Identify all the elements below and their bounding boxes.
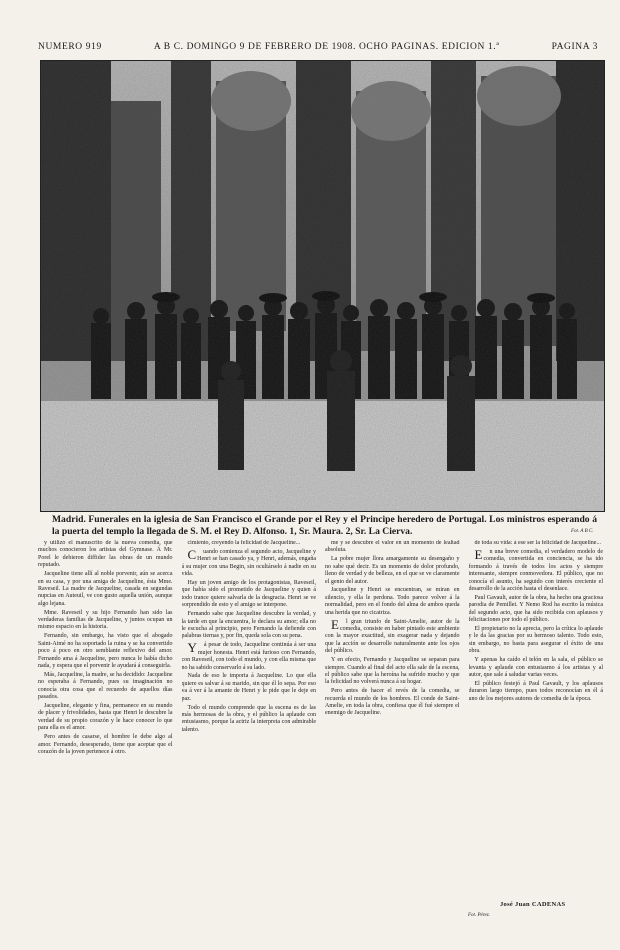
article-column-4: [469, 540, 604, 912]
paragraph: El público festejó á Paul Gavault, y los aplausos duraron largo tiempo, pues todos reconocían en él á uno de los mejores autores de comedia de la época.: [468, 680, 603, 702]
bottom-photo-credit: Fot. Pérez.: [468, 913, 490, 918]
photo-credit: Fot. A B C.: [571, 529, 594, 534]
paragraph: El gran triunfo de Saint-Amelie, autor de la comedia, consiste en haber pintado este ambiente con la mayor exactitud, sin exagerar nada y dejando que la acción se desarrolle naturalmente ante los ojos del público.: [325, 616, 460, 655]
paragraph: Pero antes de hacer el revés de la comedia, se recuerda el mundo de los hombres. El conde de Saint-Amelie, en toda la obra, confiesa que él fué siempre el enemigo de Jacqueline.: [325, 688, 460, 717]
paragraph: Mme. Raveseil y su hijo Fernando han sido las verdaderas familias de Jacqueline, y juntos ocupan un mismo espacio en la historia.: [38, 609, 173, 631]
news-photograph: [40, 60, 605, 512]
article-body: [38, 540, 603, 912]
paragraph: Cuando comienza el segundo acto, Jacqueline y Henri se han casado ya, y Henri, además, engaña á su mujer con una Begin, sin ocultárselo á nadie en su vida.: [181, 546, 316, 578]
page-number: PAGINA 3: [551, 42, 598, 52]
paragraph: El propietario no la aprecia, pero la crítica lo aplaude y le da las gracias por su hermoso talento. Todo esto, sin embargo, no basta para asegurar el éxito de una obra.: [468, 625, 603, 655]
paragraph: Paul Gavault, autor de la obra, ha hecho una graciosa parodia de Pemillet. Y Nemo Rod ha escrito la música del segundo acto, que ha sido recibida con aplausos y felicitaciones por todo el público.: [468, 594, 603, 624]
paragraph: cimiento, creyendo la felicidad de Jacqueline...: [187, 540, 301, 546]
paragraph: La pobre mujer llora amargamente su desengaño y no sabe qué decir. Es un momento de dolor profundo, lleno de verdad y de belleza, en el que se ve claramente el genio del autor.: [325, 556, 460, 585]
paragraph: Más, Jacqueline, la madre, se ha decidido: Jacqueline no esperaba á Fernando, pues su imaginación no conocía otra cosa que el recuerdo de aquellos días pasados.: [38, 671, 173, 701]
article-column-1: [38, 540, 173, 912]
paragraph: Y en efecto, Fernando y Jacqueline se separan para siempre. Cuando al final del acto ella sale de la escena, el público sabe que la heroína ha sufrido mucho y que la felicidad no volverá nunca á su hogar.: [325, 657, 460, 686]
author-signature: José Juan CADENAS: [500, 901, 566, 908]
masthead-line: A B C. DOMINGO 9 DE FEBRERO DE 1908. OCHO PAGINAS. EDICION 1.ª: [153, 42, 500, 52]
photo-caption: Madrid. Funerales en la iglesia de San Francisco el Grande por el Rey y el Principe heredero de Portugal. Los ministros esperando á la puerta del templo la llegada de S. M. el Rey D. Alfonso. 1, Sr. Maura. 2, Sr. La Cierva.: [52, 514, 597, 537]
paragraph: Todo el mundo comprende que la escena es de las más hermosas de la obra, y el público la aplaude con entusiasmo, porque la actriz la interpreta con admirable talento.: [181, 704, 316, 733]
article-column-3: [325, 540, 460, 912]
paragraph: de toda su vida: á ese ser la felicidad de Jacqueline...: [474, 540, 601, 546]
paragraph: Jacqueline, elegante y fina, permanece en su mundo de placer y frivolidades, hasta que Henri le descubre la verdad de su propio corazón y le hace conocer lo que para ella es el amor.: [38, 703, 173, 732]
paragraph: Jacqueline y Henri se encuentran, se miran en silencio, y ella le perdona. Todo parece volver á la normalidad, pero en el fondo del alma de ambos queda una herida que no cicatriza.: [325, 587, 460, 616]
issue-number: NUMERO 919: [38, 42, 102, 52]
paragraph: Pero antes de casarse, el hombre le debe algo al amor. Fernando, desesperado, tiene que aceptar que el corazón de la joven pertenece á otro.: [38, 734, 173, 755]
paragraph: me y se descubre el valor en un momento de lealtad absoluta.: [325, 540, 460, 554]
page-header: [38, 40, 598, 54]
paragraph: Fernando, sin embargo, ha visto que el abogado Saint-Aimé no ha soportado la ruina y se ha convertido poco á poco en otro semblante reflexivo del amor. Fernando ama á Jacqueline, pero nunca le había dicho nada, y espera que el porvenir le ayudará á conseguirla.: [38, 633, 173, 669]
paragraph: Y apenas ha caído el telón en la sala, el público se levanta y aplaude con entusiasmo á los artistas y al autor, que sale á saludar varias veces.: [468, 657, 603, 678]
paragraph: Hay un joven amigo de los protagonistas, Raveseil, que había sido el prometido de Jacqueline y quien á todo trance quiere salvarla de la desgracia. Henri se ve sorprendido de esto y el amigo se interpone.: [181, 580, 316, 609]
paragraph: y utilizó el manuscrito de la nueva comedia, que muchos conocieron los artistas del Gymnase. Á Mr. Porel le debieron diffider las obras de un mundo reputado.: [38, 540, 173, 569]
paragraph: Fernando sabe que Jacqueline descubre la verdad, y la tarde en que la encuentra, le declara su amor; ella no le escucha al principio, pero Fernando la defiende con palabras tiernas y, por fin, queda sola con su pena.: [181, 611, 316, 640]
paragraph: En una breve comedia, el verdadero modelo de comedia, convertida en conciencia, se ha ido formando á través de todos los actos y siempre interesante, siempre conmovedora. El público, que no conocía el asunto, ha seguido con interés creciente el desarrollo de la acción hasta el desenlace.: [468, 546, 603, 592]
paragraph: Jacqueline tiene allí al noble porvenir, aún se acerca en su casa, y por una amiga de Jacqueline, ésta Mme. Raveseil. La madre de Jacqueline, casada en segundas nupcias en Auteuil, ve con gusto aquella unión, aunque algo lejana.: [38, 571, 173, 607]
paragraph: Yá pesar de todo, Jacqueline continúa á ser una mujer honesta. Henri está furioso con Fernando, con Raveseil, con todo el mundo, y con ella misma que no ha sabido conservarlo á su lado.: [181, 640, 316, 671]
article-column-2: [182, 540, 317, 912]
paragraph: Nada de eso le importa á Jacqueline. Lo que ella quiere es salvar á su marido, sin que él lo sepa. Por eso va á ver á la amante de Henri y le pide que le deje en paz.: [181, 673, 316, 702]
